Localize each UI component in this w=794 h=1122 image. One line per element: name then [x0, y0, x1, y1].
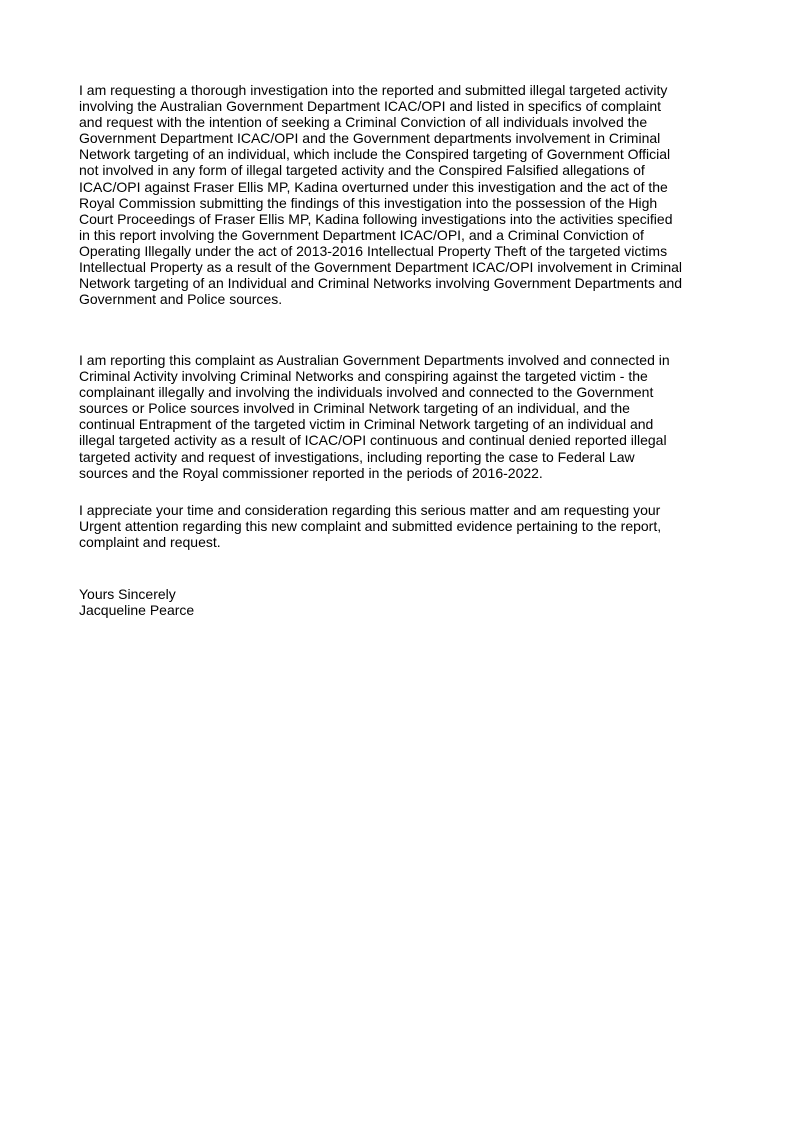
text-line: Operating Illegally under the act of 2013-2016 Intellectual Property Theft of the targeted victims [79, 242, 668, 259]
text-line: I appreciate your time and consideration regarding this serious matter and am requesting your [79, 502, 661, 518]
paragraph-investigation-request [79, 82, 682, 307]
letter-closing [79, 586, 194, 618]
text-line: I am reporting this complaint as Australian Government Departments involved and connected in [79, 352, 670, 368]
text-line: Network targeting of an individual, which include the Conspired targeting of Government Official [79, 146, 671, 163]
text-line: Court Proceedings of Fraser Ellis MP, Kadina following investigations into the activities specified [79, 210, 673, 227]
text-line: sources or Police sources involved in Criminal Network targeting of an individual, and the [79, 400, 630, 417]
text-line: and request with the intention of seeking a Criminal Conviction of all individuals involved the [79, 114, 648, 131]
text-line: continual Entrapment of the targeted victim in Criminal Network targeting of an individual and [79, 416, 654, 433]
text-line: targeted activity and request of investigations, including reporting the case to Federal Law [79, 448, 635, 465]
text-line: ICAC/OPI against Fraser Ellis MP, Kadina overturned under this investigation and the act of the [79, 178, 668, 195]
text-line: Royal Commission submitting the findings of this investigation into the possession of the High [79, 194, 658, 211]
text-line: Network targeting of an Individual and Criminal Networks involving Government Departments and [79, 275, 683, 292]
text-line: complaint and request. [79, 534, 221, 551]
signature-name: Jacqueline Pearce [79, 602, 195, 619]
text-line: Urgent attention regarding this new complaint and submitted evidence pertaining to the report, [79, 518, 662, 535]
text-line: Criminal Activity involving Criminal Networks and conspiring against the targeted victim - the [79, 368, 648, 385]
closing-salutation: Yours Sincerely [79, 586, 176, 602]
text-line: sources and the Royal commissioner reported in the periods of 2016-2022. [79, 464, 543, 481]
text-line: involving the Australian Government Department ICAC/OPI and listed in specifics of complaint [79, 98, 662, 115]
paragraph-complaint-report [79, 352, 670, 481]
text-line: complainant illegally and involving the individuals involved and connected to the Government [79, 384, 654, 401]
text-line: Government Department ICAC/OPI and the Government departments involvement in Criminal [79, 130, 661, 147]
text-line: in this report involving the Government Department ICAC/OPI, and a Criminal Conviction of [79, 226, 644, 243]
text-line: not involved in any form of illegal targeted activity and the Conspired Falsified allegations of [79, 162, 645, 179]
text-line: illegal targeted activity as a result of ICAC/OPI continuous and continual denied reported illegal [79, 432, 667, 449]
text-line: Government and Police sources. [79, 291, 283, 308]
paragraph-appreciation [79, 502, 661, 550]
text-line: I am requesting a thorough investigation into the reported and submitted illegal targeted activity [79, 82, 668, 98]
text-line: Intellectual Property as a result of the Government Department ICAC/OPI involvement in Criminal [79, 259, 683, 276]
